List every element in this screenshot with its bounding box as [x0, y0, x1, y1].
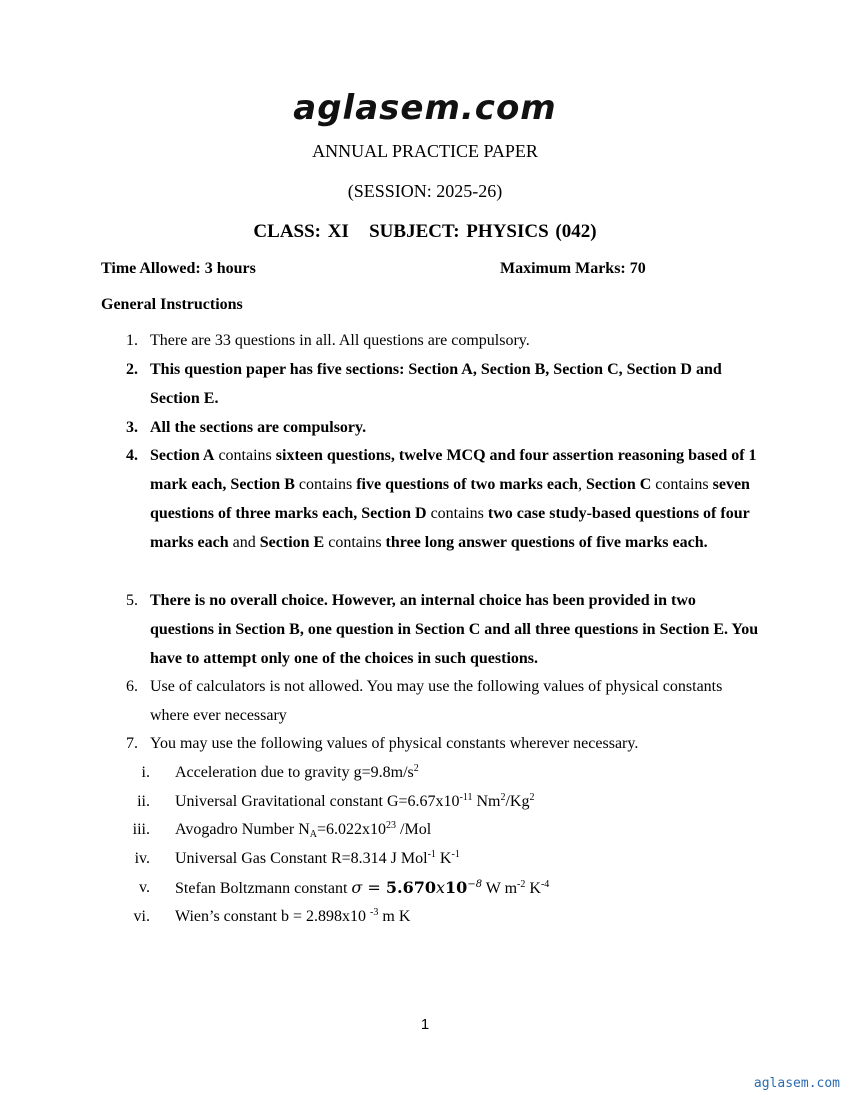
logo: aglasem.com: [293, 88, 557, 128]
constant-text: Stefan Boltzmann constant $\sigma = 5.670x10^{-8}$ W $m^{-2}$ $K^{-4}$: [175, 878, 550, 897]
constant-text: Avogadro Number $N_A=6.022x10^{23}$ /Mol: [175, 820, 432, 840]
constant-text: Universal Gravitational constant $G=6.67x10^{-11}$ Nm$^2$/Kg$^2$: [175, 792, 535, 810]
instruction-item: [112, 326, 762, 355]
item-text: You may use the following values of physical constants wherever necessary.: [150, 735, 639, 752]
paper-title: ANNUAL PRACTICE PAPER: [312, 141, 538, 161]
maximum-marks: Maximum Marks: 70: [500, 260, 646, 277]
instruction-item: [112, 729, 762, 758]
constant-text: Universal Gas Constant R=8.314 J Mol$^{-1}$ $K^{-1}$: [175, 849, 460, 867]
item-text: Use of calculators is not allowed. You may use the following values of physical constants where ever necessary: [150, 678, 723, 724]
item-number: v.: [139, 879, 150, 896]
item-number: vi.: [133, 908, 150, 925]
time-allowed: Time Allowed: 3 hours: [101, 260, 256, 277]
item-number: 6.: [126, 678, 138, 695]
item-number: 4.: [126, 447, 138, 464]
constant-item: [112, 844, 762, 873]
constant-item: [112, 815, 762, 844]
item-text: All the sections are compulsory.: [150, 419, 367, 436]
item-text: There are 33 questions in all. All questions are compulsory.: [150, 332, 530, 349]
instructions-heading: General Instructions: [101, 296, 243, 313]
instruction-item: [112, 355, 762, 413]
footer-link[interactable]: aglasem.com: [753, 1076, 840, 1091]
page-number: 1: [420, 1016, 430, 1033]
item-number: iv.: [134, 850, 150, 867]
item-number: i.: [141, 764, 150, 781]
item-number: iii.: [132, 821, 150, 838]
item-number: 7.: [126, 735, 138, 752]
constant-item: [112, 758, 762, 787]
item-number: ii.: [137, 793, 150, 810]
constant-item: [112, 873, 762, 903]
instruction-item: [112, 672, 762, 730]
item-number: 3.: [126, 419, 138, 436]
class-subject: CLASS: XI SUBJECT: PHYSICS (042): [253, 221, 597, 242]
constant-item: [112, 787, 762, 816]
instruction-item: [112, 586, 762, 673]
item-text: There is no overall choice. However, an internal choice has been provided in two questions in Section B, one question in Section C and all three questions in Section E. You have to attempt only one of the choices in such questions.: [150, 592, 759, 667]
constant-text: Wien’s constant b = 2.898x10 $^{-3}$ m K: [175, 907, 411, 925]
session: (SESSION: 2025-26): [347, 181, 503, 201]
constant-text: Acceleration due to gravity $g=9.8m/s^2$: [175, 763, 419, 781]
item-text: Section A contains sixteen questions, twelve MCQ and four assertion reasoning based of 1 mark each, Section B contains five questions of two marks each, Section C contains seven questions of three marks each, Section D contains two case study-based questions of four marks each and Section E contains three long answer questions of five marks each.: [150, 447, 757, 551]
constant-item: [112, 902, 762, 931]
item-number: 5.: [126, 592, 138, 609]
instruction-item: [112, 413, 762, 442]
instruction-item: [112, 441, 762, 557]
item-text: This question paper has five sections: Section A, Section B, Section C, Section D and Section E.: [150, 361, 722, 407]
item-number: 1.: [126, 332, 138, 349]
item-number: 2.: [126, 361, 138, 378]
